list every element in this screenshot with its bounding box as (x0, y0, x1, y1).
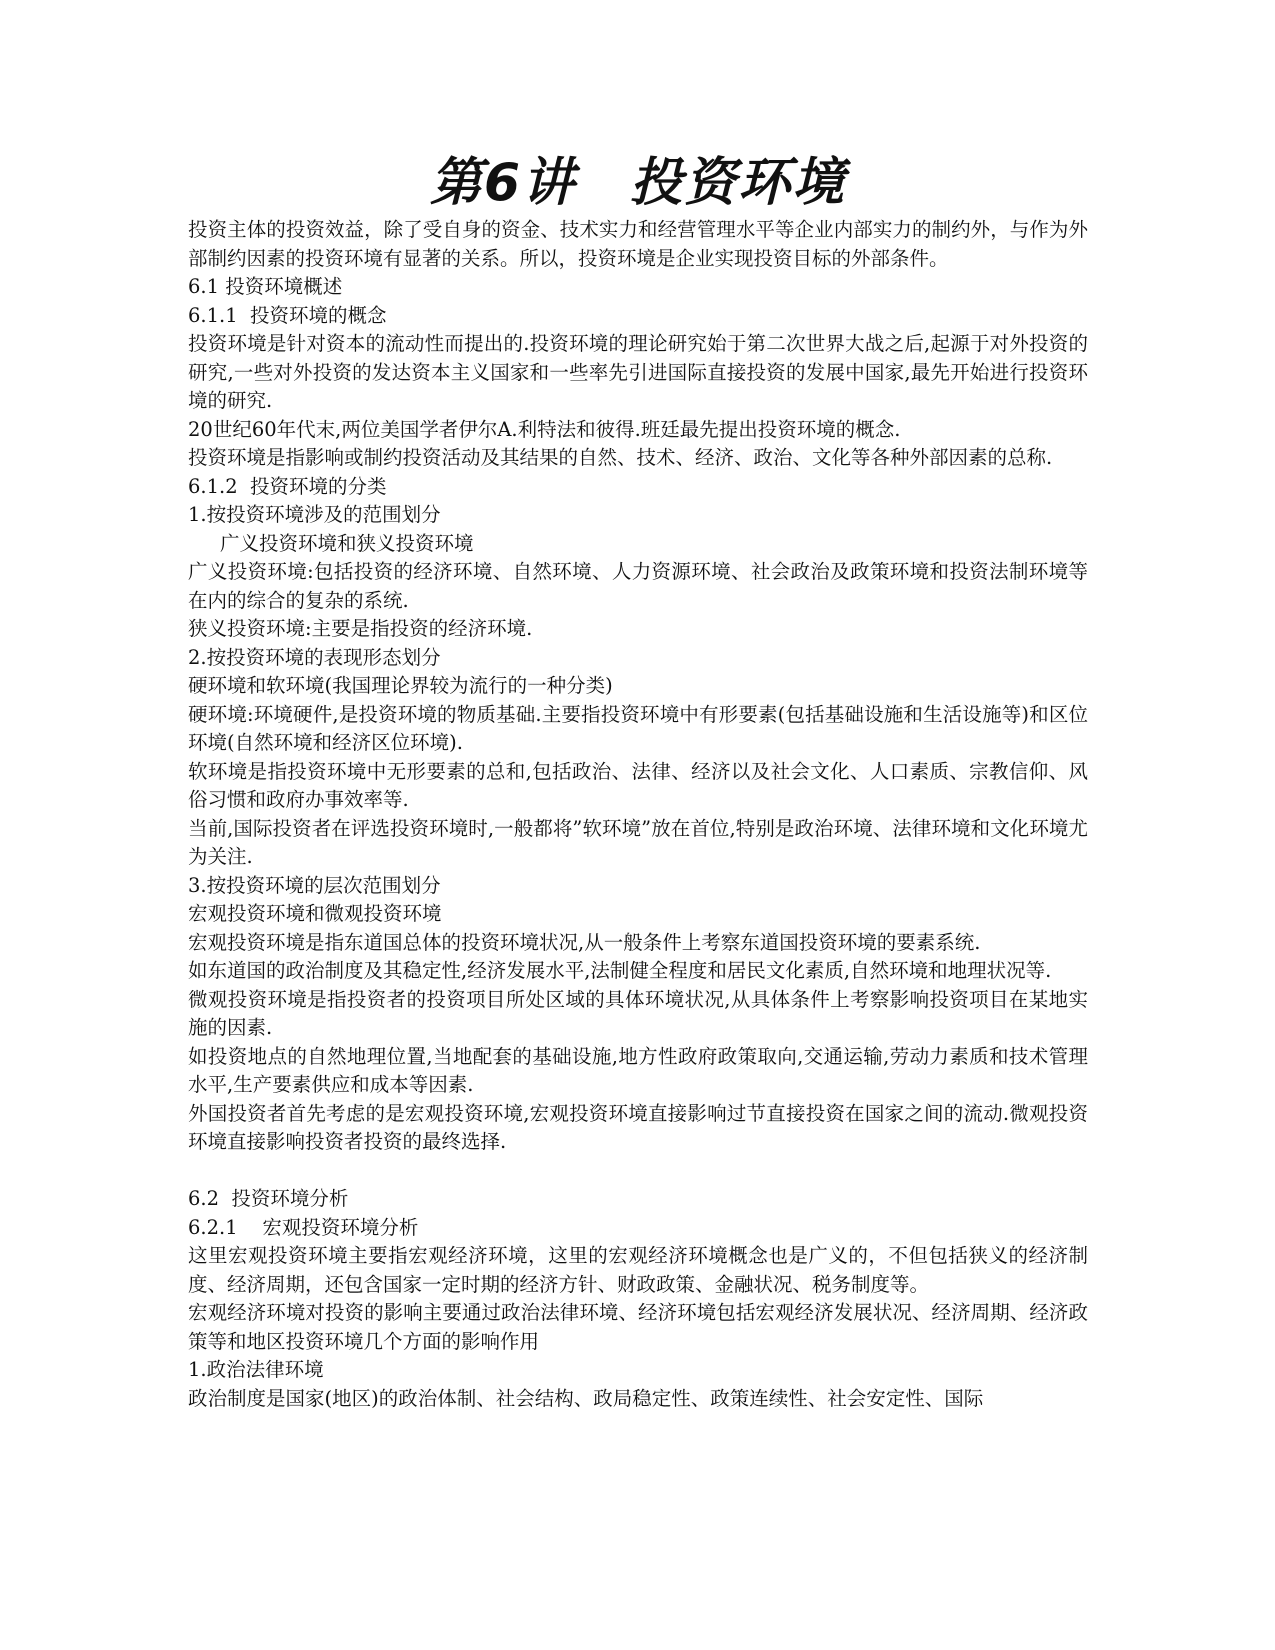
body-paragraph: 宏观经济环境对投资的影响主要通过政治法律环境、经济环境包括宏观经济发展状况、经济周期、经济政策等和地区投资环境几个方面的影响作用 (188, 1301, 1088, 1353)
body-paragraph: 政治制度是国家(地区)的政治体制、社会结构、政局稳定性、政策连续性、社会安定性、国际 (188, 1386, 984, 1410)
blank-line (188, 1157, 1088, 1186)
document-page (188, 150, 1088, 1413)
body-paragraph: 20世纪60年代末,两位美国学者伊尔A.利特法和彼得.班廷最先提出投资环境的概念. (188, 417, 901, 441)
body-paragraph: 投资环境是针对资本的流动性而提出的.投资环境的理论研究始于第二次世界大战之后,起源于对外投资的研究,一些对外投资的发达资本主义国家和一些率先引进国际直接投资的发展中国家,最先开始进行投资环境的研究. (188, 332, 1088, 412)
list-heading-political: 1.政治法律环境 (188, 1358, 324, 1381)
list-heading-3: 3.按投资环境的层次范围划分 (188, 873, 441, 897)
body-paragraph: 宏观投资环境是指东道国总体的投资环境状况,从一般条件上考察东道国投资环境的要素系统. (188, 930, 981, 954)
subsection-heading-6-1-1: 6.1.1 投资环境的概念 (188, 303, 387, 327)
list-heading-2: 2.按投资环境的表现形态划分 (188, 645, 441, 669)
section-heading-6-2: 6.2 投资环境分析 (188, 1187, 349, 1210)
subsection-heading-6-2-1: 6.2.1 宏观投资环境分析 (188, 1215, 419, 1239)
body-paragraph: 软环境是指投资环境中无形要素的总和,包括政治、法律、经济以及社会文化、人口素质、宗教信仰、风俗习惯和政府办事效率等. (188, 759, 1088, 811)
body-paragraph: 广义投资环境:包括投资的经济环境、自然环境、人力资源环境、社会政治及政策环境和投资法制环境等在内的综合的复杂的系统. (188, 560, 1088, 612)
body-paragraph: 宏观投资环境和微观投资环境 (188, 902, 442, 925)
indented-line: 广义投资环境和狭义投资环境 (220, 531, 474, 555)
body-paragraph: 这里宏观投资环境主要指宏观经济环境，这里的宏观经济环境概念也是广义的，不但包括狭义的经济制度、经济周期，还包含国家一定时期的经济方针、财政政策、金融状况、税务制度等。 (188, 1244, 1088, 1296)
body-paragraph: 如东道国的政治制度及其稳定性,经济发展水平,法制健全程度和居民文化素质,自然环境和地理状况等. (188, 959, 1052, 982)
body-paragraph: 当前,国际投资者在评选投资环境时,一般都将”软环境”放在首位,特别是政治环境、法律环境和文化环境尤为关注. (188, 816, 1088, 868)
body-paragraph: 外国投资者首先考虑的是宏观投资环境,宏观投资环境直接影响过节直接投资在国家之间的流动.微观投资环境直接影响投资者投资的最终选择. (188, 1101, 1088, 1153)
page-title: 第6讲 投资环境 (429, 153, 847, 213)
section-heading-6-1: 6.1 投资环境概述 (188, 275, 343, 298)
list-heading-1: 1.按投资环境涉及的范围划分 (188, 503, 441, 526)
body-paragraph: 微观投资环境是指投资者的投资项目所处区域的具体环境状况,从具体条件上考察影响投资项目在某地实施的因素. (188, 987, 1088, 1039)
body-paragraph: 狭义投资环境:主要是指投资的经济环境. (188, 617, 533, 640)
definition-paragraph: 投资环境是指影响或制约投资活动及其结果的自然、技术、经济、政治、文化等各种外部因素的总称. (188, 446, 1053, 469)
body-paragraph: 如投资地点的自然地理位置,当地配套的基础设施,地方性政府政策取向,交通运输,劳动力素质和技术管理水平,生产要素供应和成本等因素. (188, 1044, 1088, 1096)
body-paragraph: 硬环境:环境硬件,是投资环境的物质基础.主要指投资环境中有形要素(包括基础设施和生活设施等)和区位环境(自然环境和经济区位环境). (188, 702, 1088, 754)
body-paragraph: 硬环境和软环境(我国理论界较为流行的一种分类) (188, 674, 613, 697)
subsection-heading-6-1-2: 6.1.2 投资环境的分类 (188, 474, 387, 498)
intro-paragraph: 投资主体的投资效益，除了受自身的资金、技术实力和经营管理水平等企业内部实力的制约外，与作为外部制约因素的投资环境有显著的关系。所以，投资环境是企业实现投资目标的外部条件。 (188, 218, 1088, 270)
